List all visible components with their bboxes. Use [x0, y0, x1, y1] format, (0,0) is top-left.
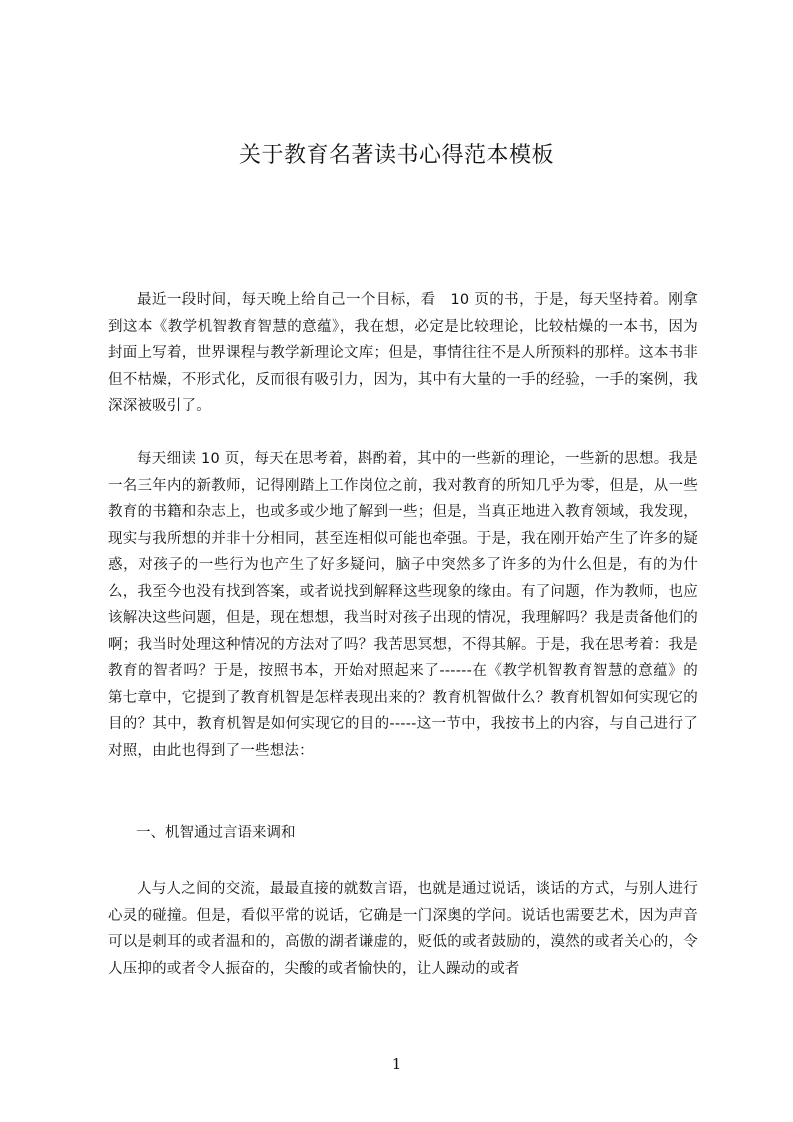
section-heading: 一、机智通过言语来调和 — [136, 825, 296, 841]
section-paragraph: 人与人之间的交流，最最直接的就数言语，也就是通过说话，谈话的方式，与别人进行心灵的碰撞。但是，看似平常的说话，它确是一门深奥的学问。说话也需要艺术，因为声音可以是刺耳的或者温和的，高傲的湖者谦虚的，贬低的或者鼓励的，漠然的或者关心的，令人压抑的或者令人振奋的，尖酸的或者愉快的，让人躁动的或者 — [108, 881, 698, 977]
body-paragraph-2: 每天细读 10 页，每天在思考着，斟酌着，其中的一些新的理论，一些新的思想。我是一名三年内的新教师，记得刚踏上工作岗位之前，我对教育的所知几乎为零，但是，从一些教育的书籍和杂志上，也或多或少地了解到一些；但是，当真正地进入教育领域，我发现，现实与我所想的并非十分相同，甚至连相似可能也牵强。于是，我在刚开始产生了许多的疑惑，对孩子的一些行为也产生了好多疑问，脑子中突然多了许多的为什么但是，有的为什么，我至今也没有找到答案，或者说找到解释这些现象的缘由。有了问题，作为教师，也应该解决这些问题，但是，现在想想，我当时对孩子出现的情况，我理解吗？我是责备他们的啊；我当时处理这种情况的方法对了吗？我苦思冥想，不得其解。于是，我在思考着：我是教育的智者吗？于是，按照书本，开始对照起来了------在《教学机智教育智慧的意蕴》的第七章中，它提到了教育机智是怎样表现出来的？教育机智做什么？教育机智如何实现它的目的？其中，教育机智是如何实现它的目的-----这一节中，我按书上的内容，与自己进行了对照，由此也得到了一些想法： — [108, 451, 698, 759]
page-number: 1 — [391, 1055, 402, 1073]
body-paragraph-1: 最近一段时间，每天晚上给自己一个目标，看 10 页的书，于是，每天坚持着。刚拿到这本《教学机智教育智慧的意蕴》，我在想，必定是比较理论，比较枯燥的一本书，因为封面上写着，世界课程与教学新理论文库；但是，事情往往不是人所预料的那样。这本书非但不枯燥，不形式化，反而很有吸引力，因为，其中有大量的一手的经验，一手的案例，我深深被吸引了。 — [108, 292, 698, 414]
document-title: 关于教育名著读书心得范本模板 — [238, 143, 554, 168]
